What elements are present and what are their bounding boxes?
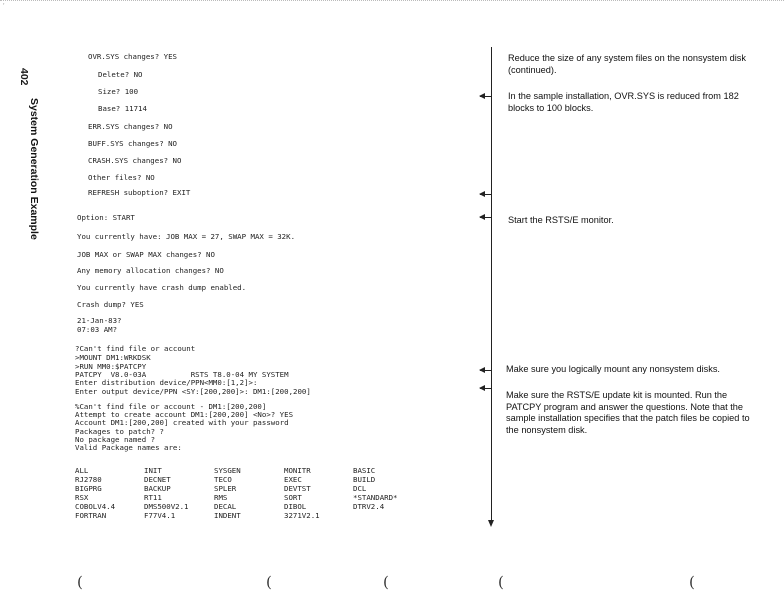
console-line: %Can't find file or account - DM1:[200,200]: [75, 402, 267, 411]
console-line: Account DM1:[200,200] created with your password: [75, 418, 289, 427]
console-line: Enter distribution device/PPN<MM0:[1,2]>:: [75, 378, 258, 387]
table-cell: DECAL: [214, 502, 237, 511]
table-cell: DCL: [353, 484, 367, 493]
arrow-left-icon: [479, 367, 485, 373]
annotation-update-kit: Make sure the RSTS/E update kit is mounted. Run the PATCPY program and answer the questions. Note that the sample installation specifies that the patch files be copied to the nonsystem disk.: [506, 390, 750, 435]
table-cell: INDENT: [214, 511, 241, 520]
table-cell: DIBOL: [284, 502, 307, 511]
console-line: ?Can't find file or account: [75, 344, 196, 353]
arrow-left-icon: [479, 214, 485, 220]
table-cell: DTRV2.4: [353, 502, 385, 511]
table-cell: SORT: [284, 493, 302, 502]
console-line: You currently have: JOB MAX = 27, SWAP MAX = 32K.: [77, 232, 296, 241]
table-cell: TECO: [214, 475, 232, 484]
table-cell: RMS: [214, 493, 228, 502]
annotation-ovr-reduced: In the sample installation, OVR.SYS is reduced from 182 blocks to 100 blocks.: [508, 91, 739, 113]
console-line: No package named ?: [75, 435, 156, 444]
table-cell: COBOLV4.4: [75, 502, 116, 511]
console-line: 07:03 AM?: [77, 325, 118, 334]
arrow-left-icon: [479, 191, 485, 197]
top-border: [0, 0, 784, 2]
console-line: Any memory allocation changes? NO: [77, 266, 224, 275]
console-line: 21-Jan-83?: [77, 316, 122, 325]
table-cell: DEVTST: [284, 484, 311, 493]
table-cell: RJ2780: [75, 475, 102, 484]
table-cell: BASIC: [353, 466, 376, 475]
table-cell: *STANDARD*: [353, 493, 398, 502]
corner-mark: ʳ: [2, 2, 6, 9]
arrow-down-icon: [488, 520, 494, 527]
table-cell: SPLER: [214, 484, 237, 493]
console-line: >RUN MM0:$PATCPY: [75, 362, 147, 371]
table-cell: RT11: [144, 493, 162, 502]
binding-mark: (: [266, 573, 272, 591]
table-cell: SYSGEN: [214, 466, 241, 475]
console-line: Delete? NO: [98, 70, 143, 79]
annotation-rule: [491, 47, 492, 522]
console-line: JOB MAX or SWAP MAX changes? NO: [77, 250, 215, 259]
console-line: OVR.SYS changes? YES: [88, 52, 177, 61]
console-line: Crash dump? YES: [77, 300, 144, 309]
table-cell: BUILD: [353, 475, 376, 484]
table-cell: BACKUP: [144, 484, 171, 493]
console-line: Valid Package names are:: [75, 443, 182, 452]
console-line: Packages to patch? ?: [75, 427, 164, 436]
binding-mark: (: [498, 573, 504, 591]
console-line: You currently have crash dump enabled.: [77, 283, 247, 292]
console-line: Size? 100: [98, 87, 139, 96]
binding-mark: (: [383, 573, 389, 591]
console-line: Base? 11714: [98, 104, 147, 113]
table-cell: F77V4.1: [144, 511, 176, 520]
table-cell: FORTRAN: [75, 511, 107, 520]
table-cell: 3271V2.1: [284, 511, 320, 520]
console-line: ERR.SYS changes? NO: [88, 122, 173, 131]
console-line: Attempt to create account DM1:[200,200] <No>? YES: [75, 410, 294, 419]
table-cell: DMS500V2.1: [144, 502, 189, 511]
binding-mark: (: [689, 573, 695, 591]
table-cell: ALL: [75, 466, 89, 475]
console-line: Other files? NO: [88, 173, 155, 182]
console-line: CRASH.SYS changes? NO: [88, 156, 182, 165]
table-cell: DECNET: [144, 475, 171, 484]
running-title: System Generation Example: [28, 98, 40, 240]
console-line: REFRESH suboption? EXIT: [88, 188, 191, 197]
console-line: >MOUNT DM1:WRKDSK: [75, 353, 151, 362]
table-cell: INIT: [144, 466, 162, 475]
binding-mark: (: [77, 573, 83, 591]
console-line: BUFF.SYS changes? NO: [88, 139, 177, 148]
console-line: PATCPY V8.0-03A RSTS T8.0-04 MY SYSTEM: [75, 370, 289, 379]
console-line: Option: START: [77, 213, 135, 222]
annotation-mount-disks: Make sure you logically mount any nonsystem disks.: [506, 364, 720, 374]
table-cell: EXEC: [284, 475, 302, 484]
table-cell: RSX: [75, 493, 89, 502]
arrow-left-icon: [479, 93, 485, 99]
annotation-start-monitor: Start the RSTS/E monitor.: [508, 215, 614, 225]
page-number: 402: [18, 68, 30, 86]
arrow-left-icon: [479, 385, 485, 391]
annotation-reduce-size: Reduce the size of any system files on the nonsystem disk (continued).: [508, 53, 746, 75]
table-cell: BIGPRG: [75, 484, 102, 493]
table-cell: MONITR: [284, 466, 311, 475]
console-line: Enter output device/PPN <SY:[200,200]>: DM1:[200,200]: [75, 387, 311, 396]
